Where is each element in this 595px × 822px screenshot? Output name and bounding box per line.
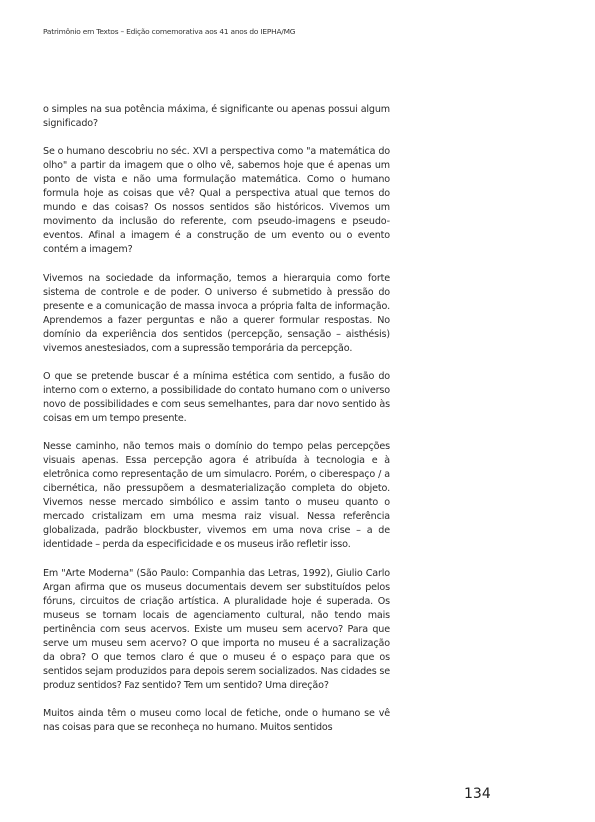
paragraph: Se o humano descobriu no séc. XVI a perspectiva como "a matemática do olho" a partir da imagem que o olho vê, sabemos hoje que é apenas um ponto de vista e não uma formulação matemática. Como o humano formula hoje as coisas que vê? Qual a perspectiva atual que temos do mundo e das coisas? Os nossos sentidos são históricos. Vivemos um movimento da inclusão do referente, com pseudo-imagens e pseudo-eventos. Afinal a imagem é a construção de um evento ou o evento contém a imagem?	[43, 146, 390, 256]
paragraph: Vivemos na sociedade da informação, temos a hierarquia como forte sistema de controle e de poder. O universo é submetido à pressão do presente e a comunicação de massa invoca a própria falta de informação. Aprendemos a fazer perguntas e não a querer formular respostas. No domínio da experiência dos sentidos (percepção, sensação – aisthésis) vivemos anestesiados, com a supressão temporária da percepção.	[43, 272, 390, 354]
paragraph: Em "Arte Moderna" (São Paulo: Companhia das Letras, 1992), Giulio Carlo Argan afirma que os museus documentais devem ser substituídos pelos fóruns, circuitos de criação artística. A pluralidade hoje é superada. Os museus se tornam locais de agenciamento cultural, não tendo mais pertinência com seus acervos. Existe um museu sem acervo? Para que serve um museu sem acervo? O que importa no museu é a sacralização da obra? O que temos claro é que o museu é o espaço para que os sentidos sejam produzidos para depois serem socializados. Nas cidades se produz sentidos? Faz sentido? Tem um sentido? Uma direção?	[43, 567, 390, 691]
paragraph: o simples na sua potência máxima, é significante ou apenas possui algum significado?	[43, 104, 390, 130]
paragraph: Muitos ainda têm o museu como local de fetiche, onde o humano se vê nas coisas para que se reconheça no humano. Muitos sentidos	[43, 708, 390, 734]
paragraph: O que se pretende buscar é a mínima estética com sentido, a fusão do interno com o externo, a possibilidade do contato humano com o universo novo de possibilidades e com seus semelhantes, para dar novo sentido às coisas em um tempo presente.	[43, 370, 390, 425]
body-text	[43, 103, 390, 735]
paragraph: Nesse caminho, não temos mais o domínio do tempo pelas percepções visuais apenas. Essa percepção agora é atribuída à tecnologia e à eletrônica como representação de um simulacro. Porém, o ciberespaço / a cibernética, não pressupõem a desmaterialização completa do objeto. Vivemos nesse mercado simbólico e assim tanto o museu quanto o mercado cristalizam em uma mesma raiz visual. Nessa referência globalizada, padrão blockbuster, vivemos em uma nova crise – a de identidade – perda da especificidade e os museus irão refletir isso.	[43, 441, 390, 551]
page-number: 134	[464, 786, 491, 802]
running-header: Patrimônio em Textos – Edição comemorativa aos 41 anos do IEPHA/MG	[43, 27, 296, 36]
